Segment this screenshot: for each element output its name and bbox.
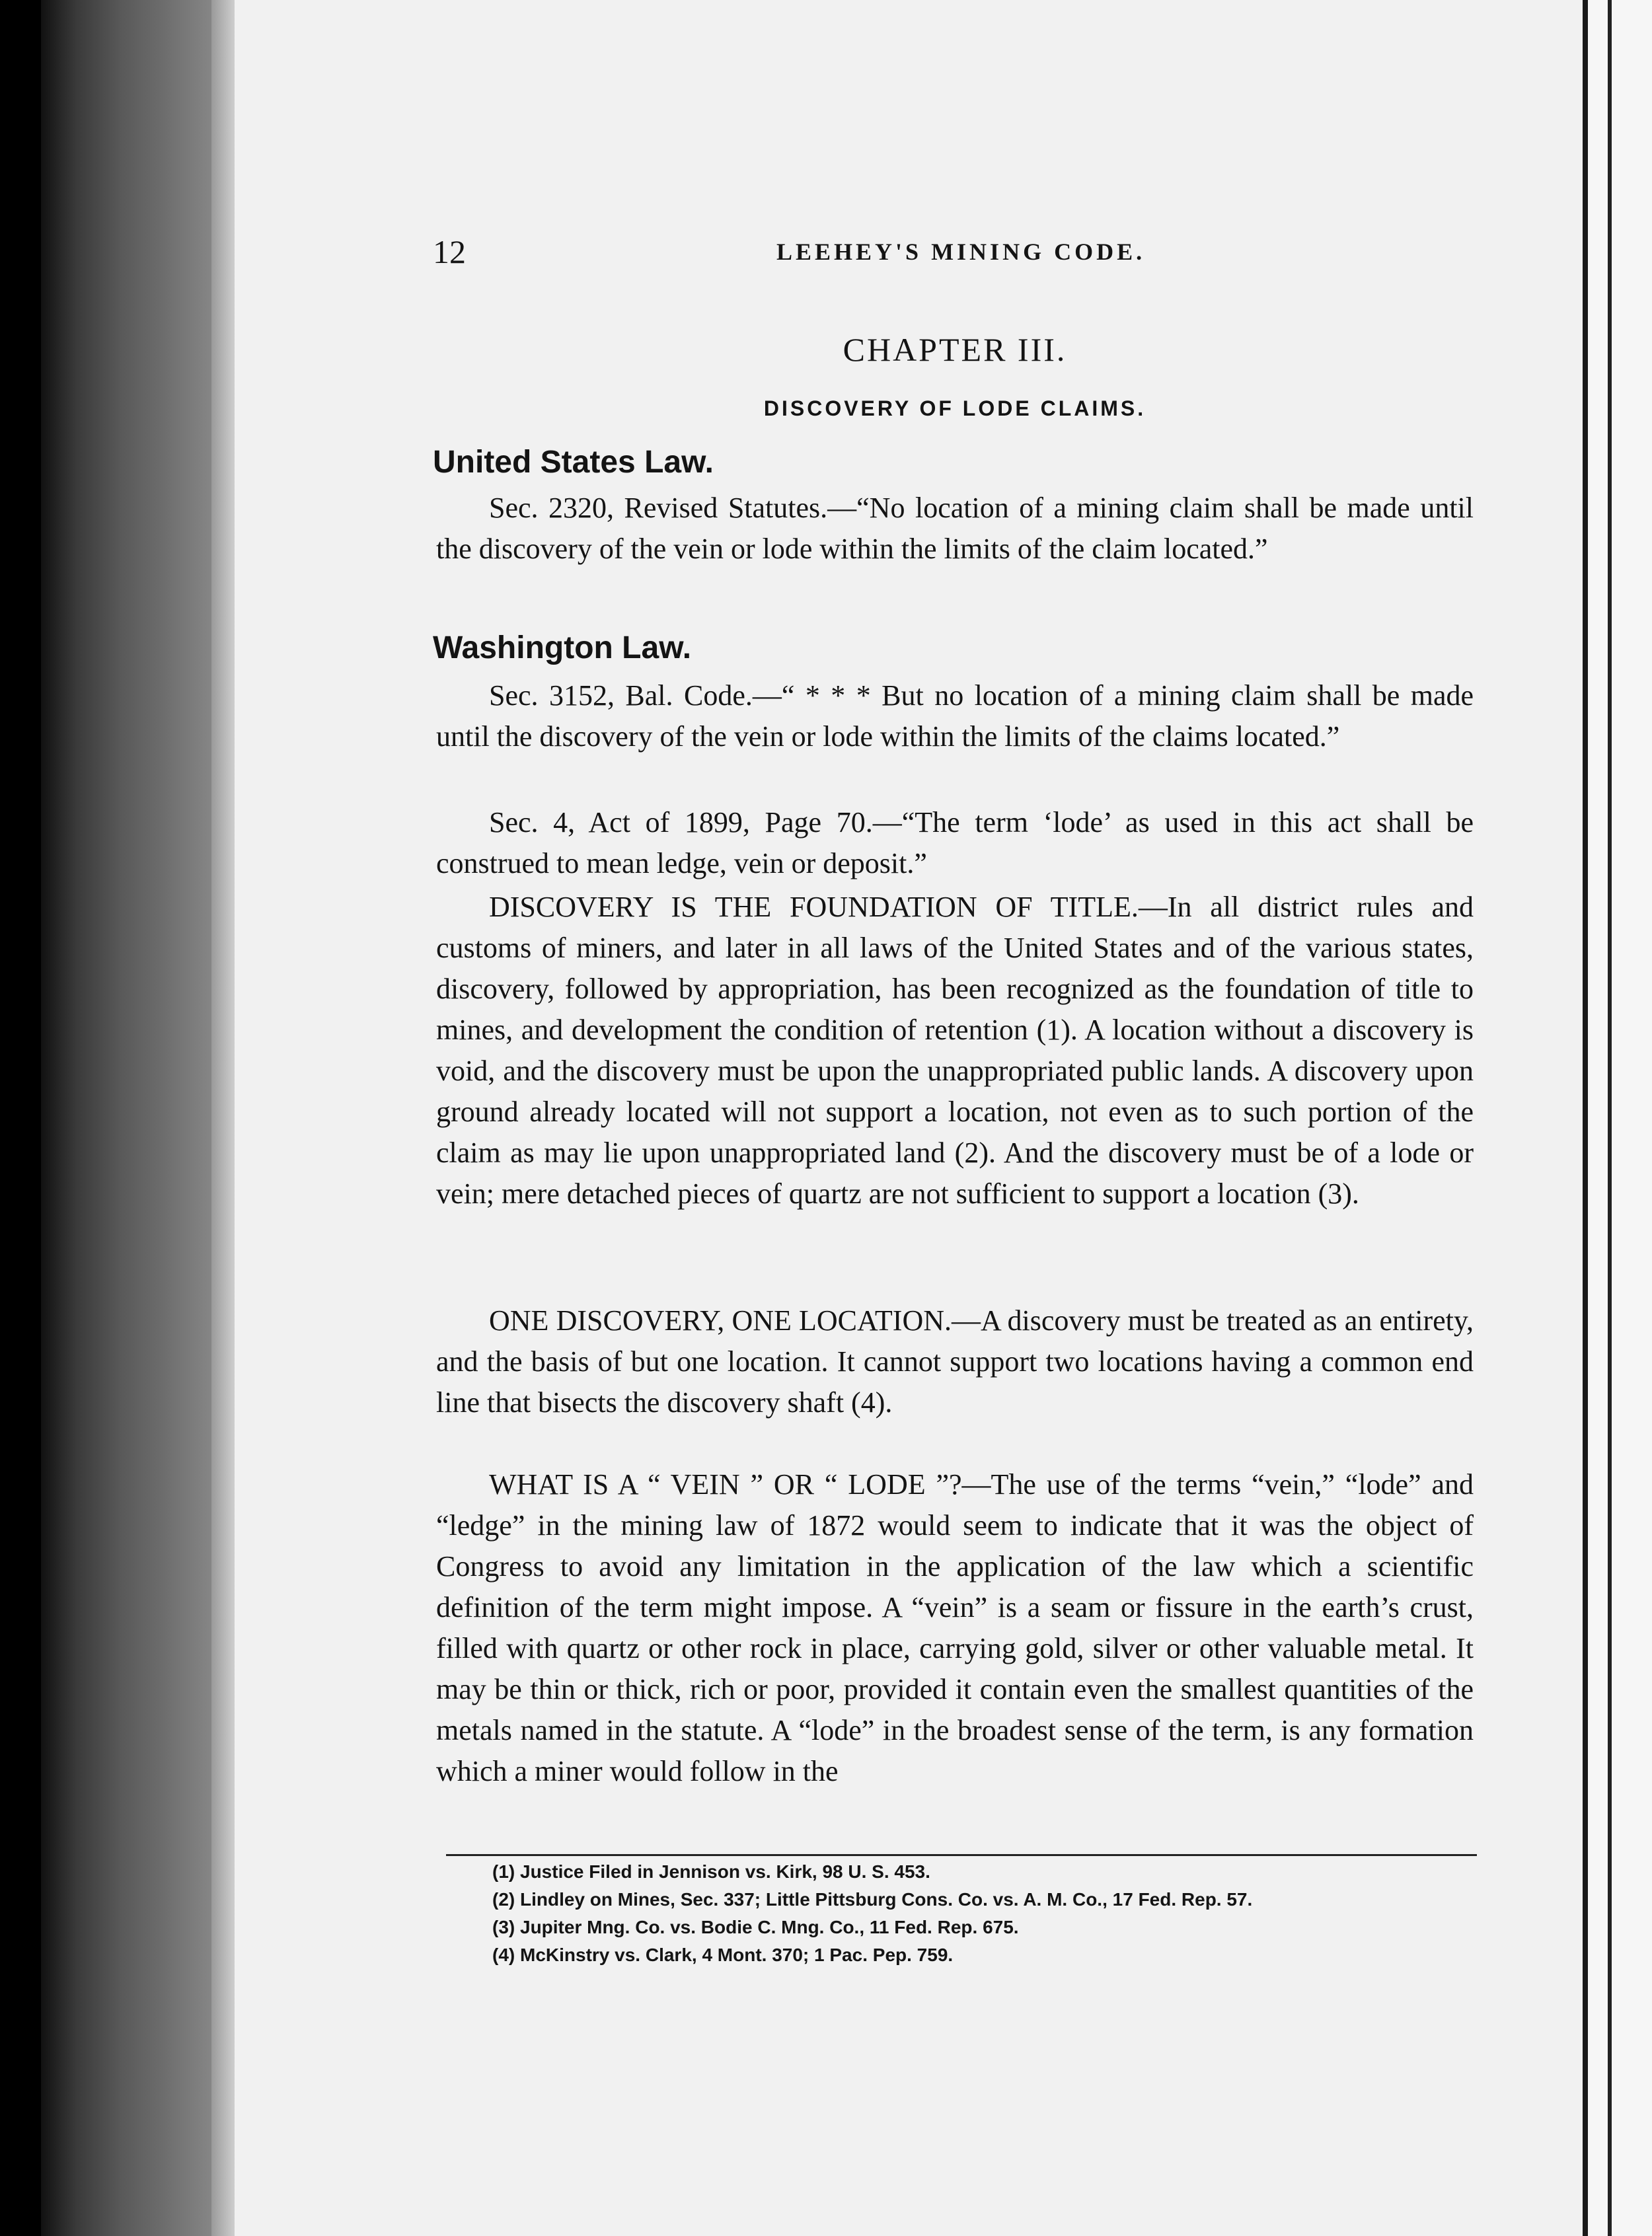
footnote: (1) Justice Filed in Jennison vs. Kirk, 98 U. S. 453. [492, 1861, 930, 1882]
footnotes [446, 1858, 1477, 1969]
paragraph-sec-2320: Sec. 2320, Revised Statutes.—“No location of a mining claim shall be made until the discovery of the vein or lode within the limits of the claim located.” [436, 492, 1474, 565]
scan-border-line [1608, 0, 1612, 2236]
paragraph-sec-4-act-1899: Sec. 4, Act of 1899, Page 70.—“The term ‘lode’ as used in this act shall be construed to mean ledge, vein or deposit.” [436, 806, 1474, 879]
paragraph-one-discovery: ONE DISCOVERY, ONE LOCATION.—A discovery must be treated as an entirety, and the basis of but one location. It cannot support two locations having a common end line that bisects the discovery shaft (4). [436, 1304, 1474, 1419]
section-heading-washington-law: Washington Law. [433, 630, 692, 665]
book-binding [41, 0, 219, 2236]
running-header [433, 233, 1477, 279]
page-number: 12 [433, 233, 466, 270]
footnote-rule [446, 1854, 1477, 1856]
chapter-title: CHAPTER III. [843, 331, 1067, 368]
paragraph-sec-3152: Sec. 3152, Bal. Code.—“ * * * But no location of a mining claim shall be made until the discovery of the vein or lode within the limits of the claims located.” [436, 679, 1474, 753]
running-title: LEEHEY'S MINING CODE. [776, 239, 1146, 265]
paragraph-vein-or-lode: WHAT IS A “ VEIN ” OR “ LODE ”?—The use of the terms “vein,” “lode” and “ledge” in the mining law of 1872 would seem to indicate that it was the object of Congress to avoid any limitation in the application of the law which a scientific definition of the term might impose. A “vein” is a seam or fissure in the earth’s crust, filled with quartz or other rock in place, carrying gold, silver or other valuable metal. It may be thin or thick, rich or poor, provided it contain even the smallest quantities of the metals named in the statute. A “lode” in the broadest sense of the term, is any formation which a miner would follow in the [436, 1468, 1474, 1787]
chapter-subtitle: DISCOVERY OF LODE CLAIMS. [763, 396, 1146, 420]
section-heading-us-law: United States Law. [433, 445, 714, 480]
footnote: (4) McKinstry vs. Clark, 4 Mont. 370; 1 Pac. Pep. 759. [492, 1945, 954, 1965]
footnote: (2) Lindley on Mines, Sec. 337; Little Pittsburg Cons. Co. vs. A. M. Co., 17 Fed. Rep. 57. [492, 1889, 1253, 1910]
footnote: (3) Jupiter Mng. Co. vs. Bodie C. Mng. Co., 11 Fed. Rep. 675. [492, 1917, 1019, 1937]
scan-border-left [0, 0, 41, 2236]
scan-border-right [1583, 0, 1652, 2236]
page-edge [211, 0, 238, 2236]
paragraph-discovery-foundation: DISCOVERY IS THE FOUNDATION OF TITLE.—In all district rules and customs of miners, and later in all laws of the United States and of the various states, discovery, followed by appropriation, has been recognized as the foundation of title to mines, and development the condition of retention (1). A location without a discovery is void, and the discovery must be upon the unappropriated public lands. A discovery upon ground already located will not support a location, not even as to such portion of the claim as may lie upon unappropriated land (2). And the discovery must be of a lode or vein; mere detached pieces of quartz are not sufficient to support a location (3). [436, 891, 1474, 1210]
